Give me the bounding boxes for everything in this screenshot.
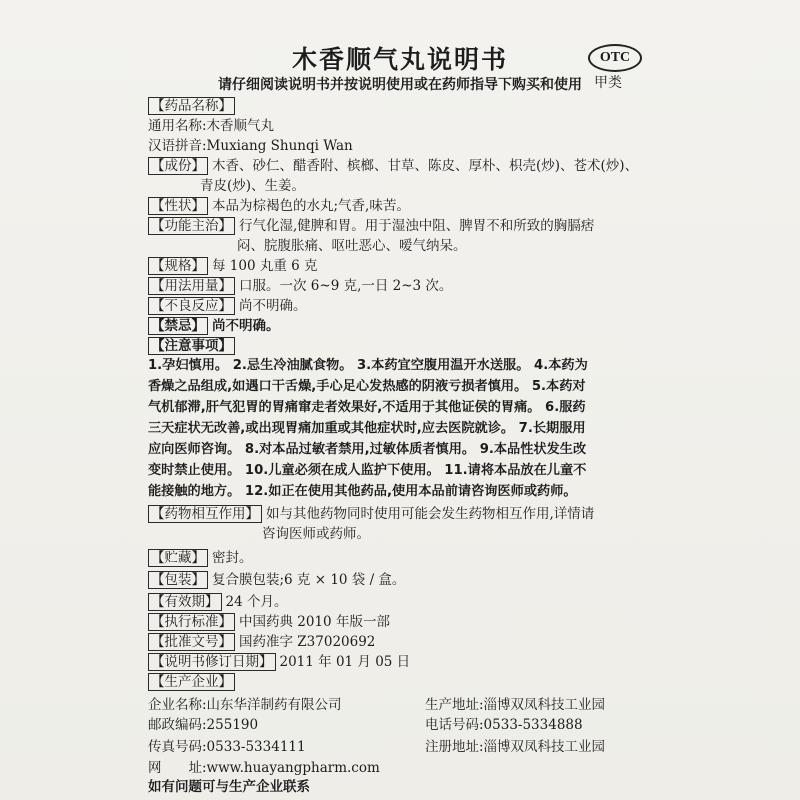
- ingredients-text: 木香、砂仁、醋香附、槟榔、甘草、陈皮、厚朴、枳壳(炒)、苍术(炒)、: [212, 158, 639, 174]
- package-row: [148, 570, 405, 590]
- revision-label: 【说明书修订日期】: [148, 653, 276, 671]
- package-label: 【包装】: [148, 571, 208, 589]
- otc-class-label: 甲类: [594, 75, 622, 91]
- notes-line: 应向医师咨询。 8.对本品过敏者禁用,过敏体质者慎用。 9.本品性状发生改: [148, 442, 587, 457]
- notes-line: 1.孕妇慎用。 2.忌生冷油腻食物。 3.本药宜空腹用温开水送服。 4.本药为: [148, 358, 588, 373]
- generic-name: 通用名称:木香顺气丸: [148, 118, 275, 134]
- interaction-text: 如与其他药物同时使用可能会发生药物相互作用,详情请: [266, 506, 595, 522]
- indications-label: 【功能主治】: [148, 217, 235, 235]
- indications-row: [148, 216, 594, 236]
- interaction-row: [148, 504, 594, 524]
- drug-name-heading: [148, 96, 239, 116]
- adverse-label: 【不良反应】: [148, 297, 235, 315]
- usage-label: 【用法用量】: [148, 277, 235, 295]
- storage-label: 【贮藏】: [148, 549, 208, 567]
- indications-text: 行气化湿,健脾和胃。用于湿浊中阻、脾胃不和所致的胸膈痞: [239, 218, 595, 234]
- storage-row: [148, 548, 253, 568]
- standard-row: [148, 612, 390, 632]
- company-website: 网 址:www.huayangpharm.com: [148, 760, 380, 776]
- validity-row: [148, 592, 287, 612]
- document-title: 木香顺气丸说明书: [291, 45, 508, 74]
- company-phone: 电话号码:0533-5334888: [425, 717, 583, 733]
- adverse-text: 尚不明确。: [239, 298, 307, 314]
- usage-row: [148, 276, 452, 296]
- ingredients-row: [148, 156, 638, 176]
- validity-text: 24 个月。: [225, 594, 288, 610]
- company-fax: 传真号码:0533-5334111: [148, 739, 306, 755]
- notes-line: 香燥之品组成,如遇口干舌燥,手心足心发热感的阴液亏损者慎用。 5.本药对: [148, 379, 586, 394]
- notes-line: 能接触的地方。 12.如正在使用其他药品,使用本品前请咨询医师或药师。: [148, 484, 577, 499]
- company-name: 企业名称:山东华洋制药有限公司: [148, 697, 342, 713]
- usage-text: 口服。一次 6~9 克,一日 2~3 次。: [239, 278, 453, 294]
- interaction-label: 【药物相互作用】: [148, 505, 262, 523]
- notes-line: 三天症状无改善,或出现胃痛加重或其他症状时,应去医院就诊。 7.长期服用: [148, 421, 586, 436]
- package-text: 复合膜包装;6 克 × 10 袋 / 盒。: [212, 572, 406, 588]
- approval-text: 国药准字 Z37020692: [239, 634, 376, 650]
- contra-text: 尚不明确。: [212, 318, 280, 334]
- properties-row: [148, 196, 410, 216]
- ingredients-label: 【成份】: [148, 157, 208, 175]
- properties-label: 【性状】: [148, 197, 208, 215]
- standard-text: 中国药典 2010 年版一部: [239, 614, 390, 630]
- notes-label: 【注意事项】: [148, 337, 235, 355]
- revision-text: 2011 年 01 月 05 日: [279, 654, 411, 670]
- notes-heading: [148, 336, 239, 356]
- interaction-continued: 咨询医师或药师。: [262, 526, 370, 542]
- storage-text: 密封。: [212, 550, 253, 566]
- pinyin-name: 汉语拼音:Muxiang Shunqi Wan: [148, 138, 353, 154]
- indications-continued: 闷、脘腹胀痛、呕吐恶心、嗳气纳呆。: [237, 238, 467, 254]
- company-postcode: 邮政编码:255190: [148, 717, 259, 733]
- approval-label: 【批准文号】: [148, 633, 235, 651]
- approval-row: [148, 632, 375, 652]
- notes-line: 气机郁滞,肝气犯胃的胃痛窜走者效果好,不适用于其他证侯的胃痛。 6.服药: [148, 400, 586, 415]
- registered-address: 注册地址:淄博双凤科技工业园: [425, 739, 606, 755]
- spec-row: [148, 256, 318, 276]
- revision-row: [148, 652, 410, 672]
- ingredients-continued: 青皮(炒)、生姜。: [200, 178, 306, 194]
- spec-text: 每 100 丸重 6 克: [212, 258, 318, 274]
- contra-row: [148, 316, 280, 336]
- standard-label: 【执行标准】: [148, 613, 235, 631]
- usage-instruction: 请仔细阅读说明书并按说明使用或在药师指导下购买和使用: [218, 77, 582, 93]
- maker-heading: [148, 672, 239, 692]
- otc-badge: OTC: [588, 44, 642, 72]
- maker-label: 【生产企业】: [148, 673, 235, 691]
- contra-label: 【禁忌】: [148, 317, 208, 335]
- adverse-row: [148, 296, 307, 316]
- drug-name-label: 【药品名称】: [148, 97, 235, 115]
- spec-label: 【规格】: [148, 257, 208, 275]
- properties-text: 本品为棕褐色的水丸;气香,味苦。: [212, 198, 410, 214]
- notes-line: 变时禁止使用。 10.儿童必须在成人监护下使用。 11.请将本品放在儿童不: [148, 463, 587, 478]
- production-address: 生产地址:淄博双凤科技工业园: [425, 697, 606, 713]
- contact-note: 如有问题可与生产企业联系: [148, 779, 310, 795]
- validity-label: 【有效期】: [148, 593, 222, 611]
